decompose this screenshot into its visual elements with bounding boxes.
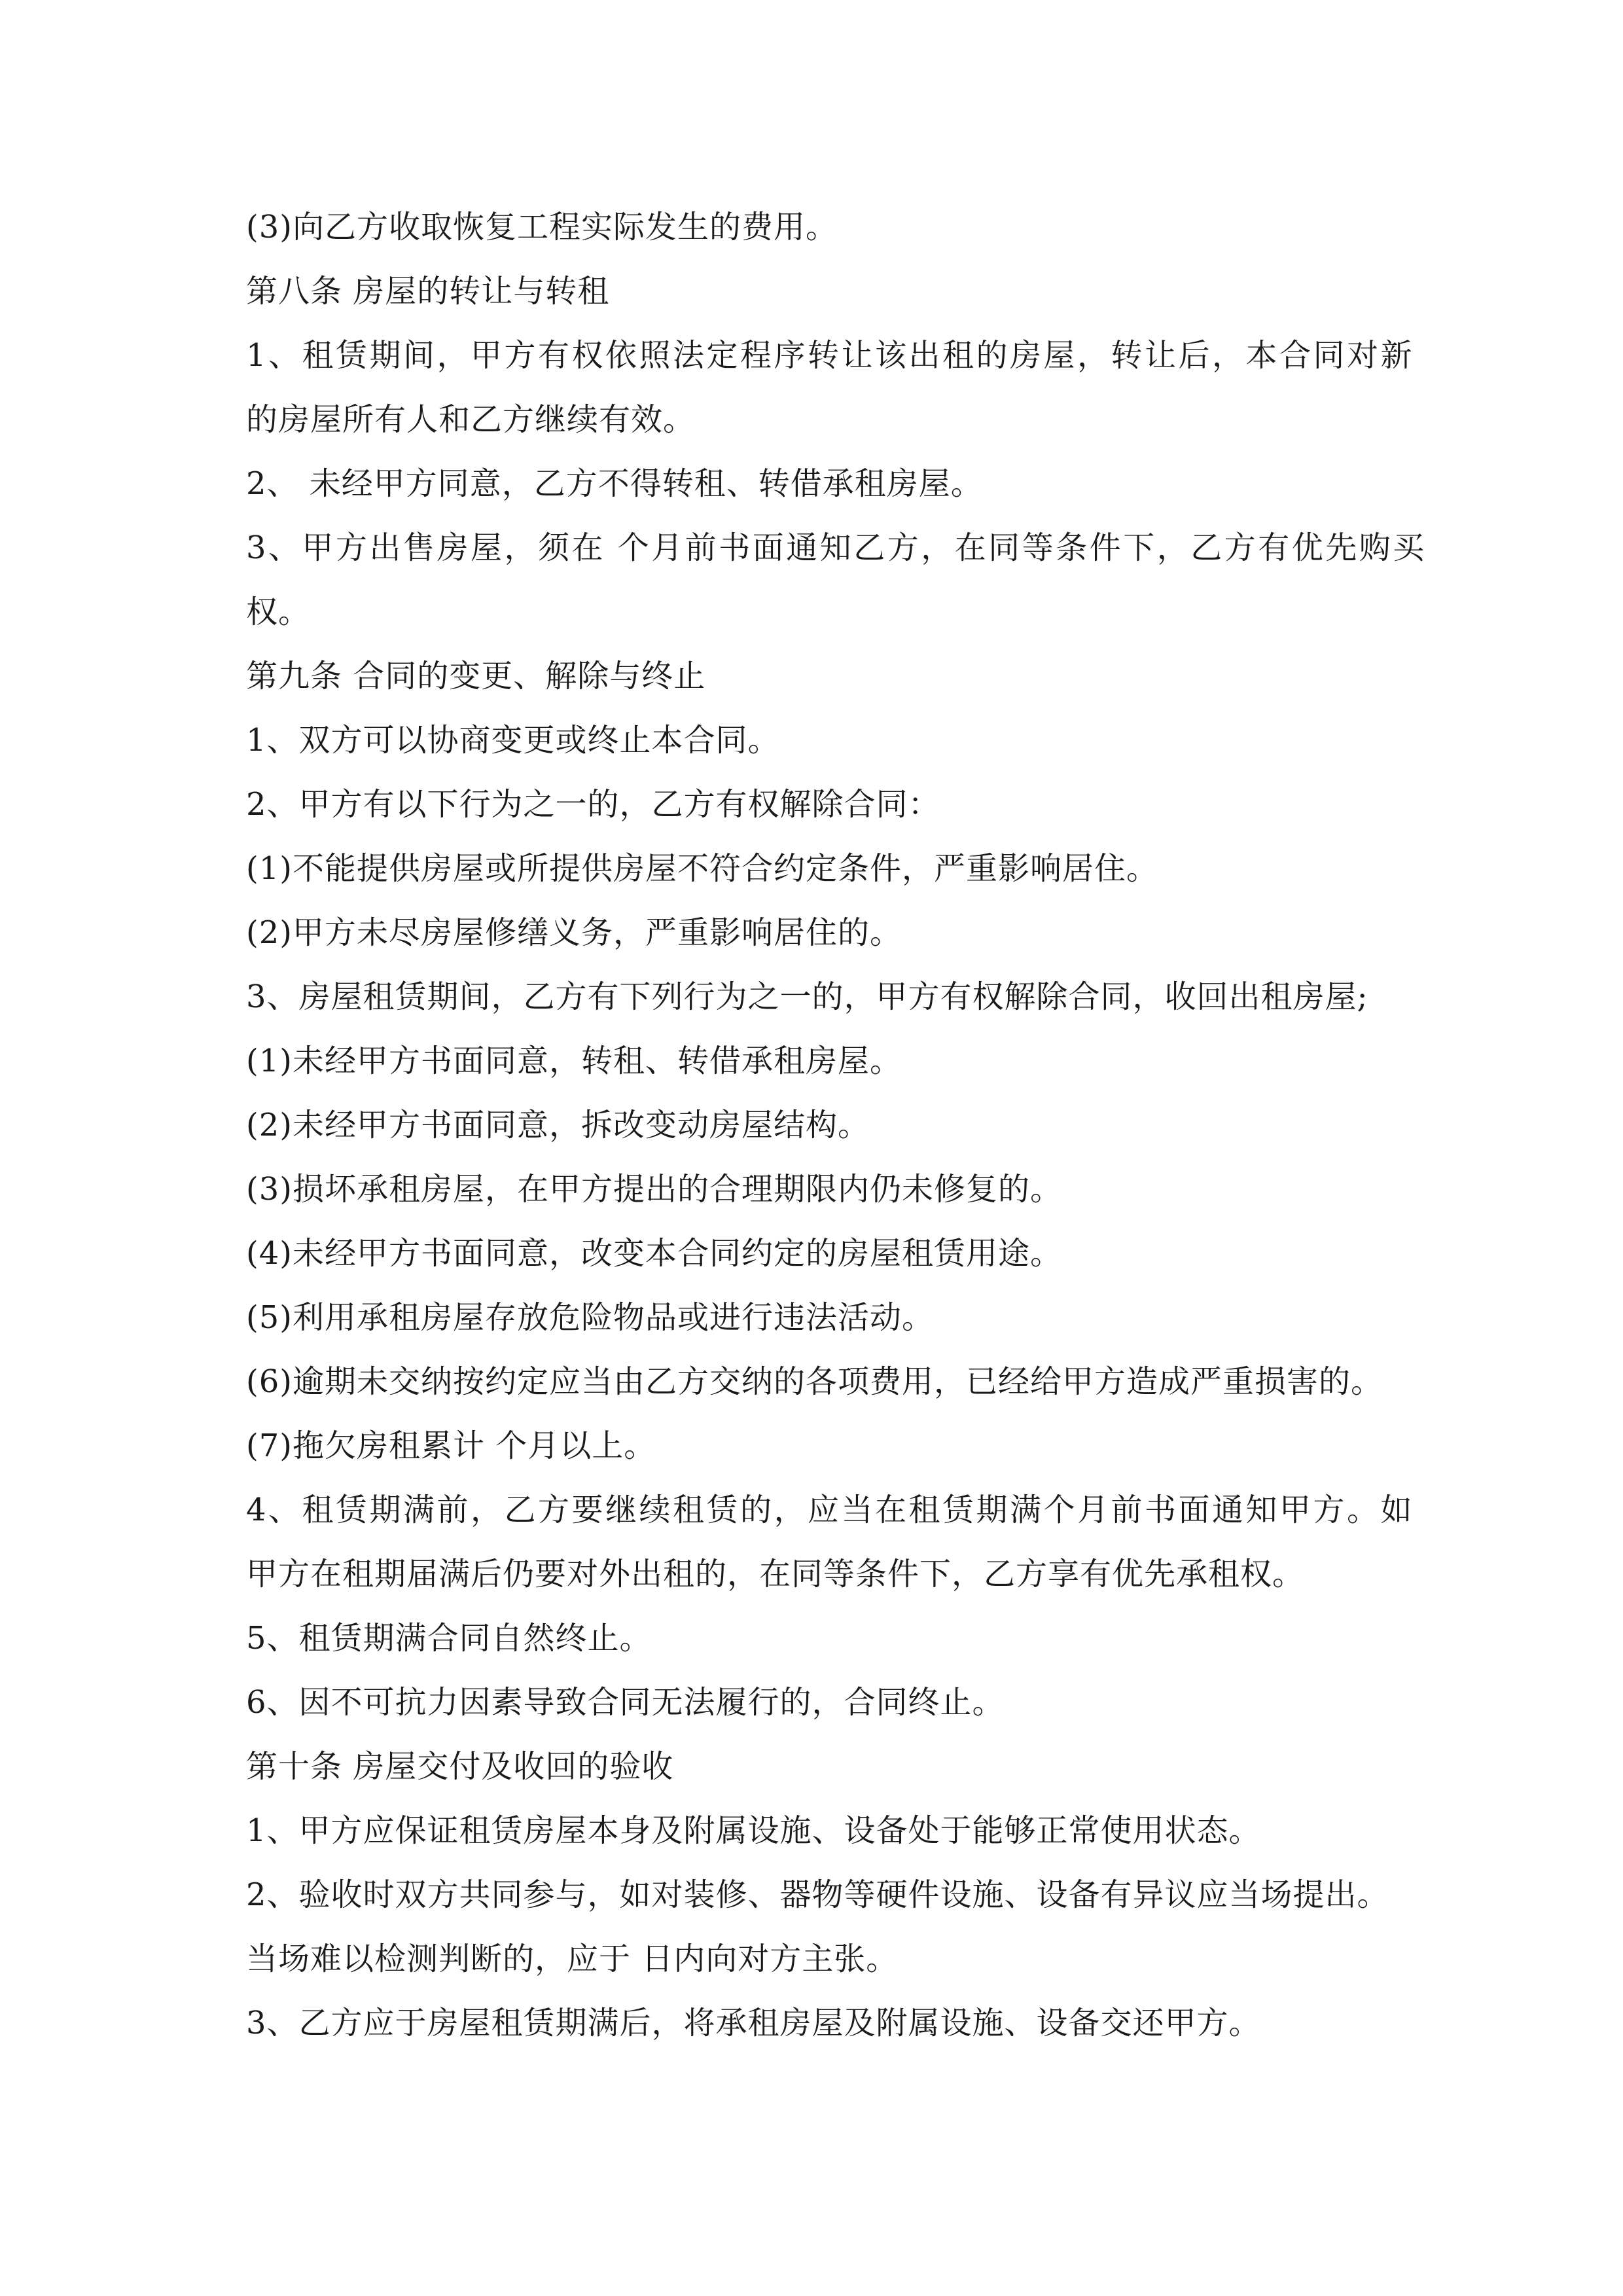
- text-line: (3)向乙方收取恢复工程实际发生的费用。: [246, 209, 838, 245]
- text-line: 2、验收时双方共同参与，如对装修、器物等硬件设施、设备有异议应当场提出。: [246, 1876, 1389, 1913]
- text-line: 1、甲方应保证租赁房屋本身及附属设施、设备处于能够正常使用状态。: [246, 1812, 1261, 1849]
- text-line: 4、租赁期满前，乙方要继续租赁的，应当在租赁期满个月前书面通知甲方。如: [246, 1492, 1415, 1528]
- text-line: (4)未经甲方书面同意，改变本合同约定的房屋租赁用途。: [246, 1235, 1062, 1272]
- text-line: (1)不能提供房屋或所提供房屋不符合约定条件，严重影响居住。: [246, 850, 1158, 887]
- text-line: 甲方在租期届满后仍要对外出租的，在同等条件下，乙方享有优先承租权。: [246, 1556, 1305, 1592]
- text-line: 1、双方可以协商变更或终止本合同。: [246, 722, 780, 759]
- text-line: 2、 未经甲方同意，乙方不得转租、转借承租房屋。: [246, 465, 983, 502]
- text-line: 1、租赁期间，甲方有权依照法定程序转让该出租的房屋，转让后，本合同对新: [246, 337, 1415, 374]
- text-line: (3)损坏承租房屋，在甲方提出的合理期限内仍未修复的。: [246, 1171, 1062, 1208]
- text-line: (5)利用承租房屋存放危险物品或进行违法活动。: [246, 1299, 934, 1336]
- text-line: 当场难以检测判断的，应于 日内向对方主张。: [246, 1941, 899, 1977]
- text-line: (2)未经甲方书面同意，拆改变动房屋结构。: [246, 1107, 870, 1143]
- text-line: 5、租赁期满合同自然终止。: [246, 1620, 652, 1657]
- text-line: 3、房屋租赁期间，乙方有下列行为之一的，甲方有权解除合同，收回出租房屋;: [246, 978, 1368, 1015]
- section-heading: 第十条 房屋交付及收回的验收: [246, 1748, 674, 1785]
- text-line: (7)拖欠房租累计 个月以上。: [246, 1427, 656, 1464]
- text-line: 2、甲方有以下行为之一的，乙方有权解除合同：: [246, 786, 940, 823]
- text-line: 的房屋所有人和乙方继续有效。: [246, 401, 696, 438]
- text-line: (2)甲方未尽房屋修缮义务，严重影响居住的。: [246, 914, 902, 951]
- text-line: (6)逾期未交纳按约定应当由乙方交纳的各项费用，已经给甲方造成严重损害的。: [246, 1363, 1383, 1400]
- text-line: 权。: [246, 594, 311, 630]
- section-heading: 第八条 房屋的转让与转租: [246, 273, 610, 310]
- text-line: (1)未经甲方书面同意，转租、转借承租房屋。: [246, 1043, 902, 1079]
- text-line: 6、因不可抗力因素导致合同无法履行的，合同终止。: [246, 1684, 1005, 1721]
- document-body: [246, 195, 1427, 2055]
- text-line: 3、甲方出售房屋，须在 个月前书面通知乙方，在同等条件下，乙方有优先购买: [246, 529, 1427, 566]
- section-heading: 第九条 合同的变更、解除与终止: [246, 658, 706, 694]
- text-line: 3、乙方应于房屋租赁期满后，将承租房屋及附属设施、设备交还甲方。: [246, 2005, 1261, 2041]
